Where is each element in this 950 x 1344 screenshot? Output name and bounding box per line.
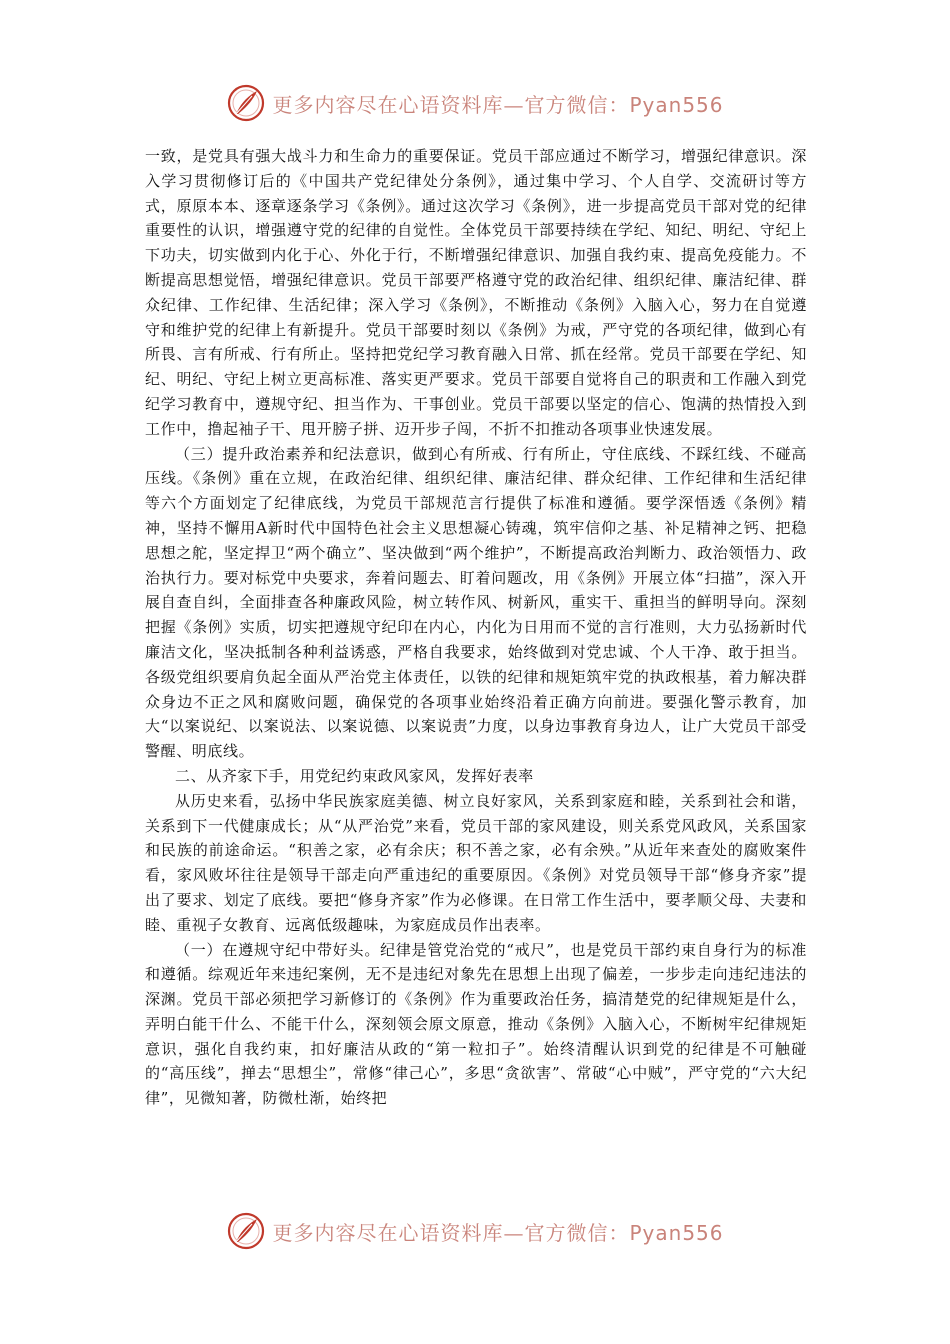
feather-pen-logo-icon [226,1211,266,1251]
paragraph-4: （一）在遵规守纪中带好头。纪律是管党治党的“戒尺”，也是党员干部约束自身行为的标准和遵循。综观近年来违纪案例，无不是违纪对象先在思想上出现了偏差，一步步走向违纪违法的深渊。党员干部必须把学习新修订的《条例》作为重要政治任务，搞清楚党的纪律规矩是什么，弄明白能干什么、不能干什么，深刻领会原文原意，推动《条例》入脑入心，不断树牢纪律规矩意识，强化自我约束，扣好廉洁从政的“第一粒扣子”。始终清醒认识到党的纪律是不可触碰的“高压线”，掸去“思想尘”，常修“律己心”，多思“贪欲害”、常破“心中贼”，严守党的“六大纪律”，见微知著，防微杜渐，始终把 [145,940,807,1108]
paragraph-3: 从历史来看，弘扬中华民族家庭美德、树立良好家风，关系到家庭和睦，关系到社会和谐，关系到下一代健康成长；从“从严治党”来看，党员干部的家风建设，则关系党风政风，关系国家和民族的前途命运。“积善之家，必有余庆；积不善之家，必有余殃。”从近年来查处的腐败案件看，家风败坏往往是领导干部走向严重违纪的重要原因。《条例》对党员领导干部“修身齐家”提出了要求、划定了底线。要把“修身齐家”作为必修课。在日常工作生活中，要孝顺父母、夫妻和睦、重视子女教育、远离低级趣味，为家庭成员作出表率。 [145,791,807,934]
footer-watermark-banner [0,1208,950,1254]
section-heading: 二、从齐家下手，用党纪约束政风家风，发挥好表率 [175,766,534,785]
document-body [145,144,807,1111]
header-watermark-banner [0,80,950,126]
watermark-text: 更多内容尽在心语资料库—官方微信：Pyan556 [272,1220,724,1245]
paragraph-2: （三）提升政治素养和纪法意识，做到心有所戒、行有所止，守住底线、不踩红线、不碰高压线。《条例》重在立规，在政治纪律、组织纪律、廉洁纪律、群众纪律、工作纪律和生活纪律等六个方面划定了纪律底线，为党员干部规范言行提供了标准和遵循。要学深悟透《条例》精神，坚持不懈用A新时代中国特色社会主义思想凝心铸魂，筑牢信仰之基、补足精神之钙、把稳思想之舵，坚定捍卫“两个确立”、坚决做到“两个维护”，不断提高政治判断力、政治领悟力、政治执行力。要对标党中央要求，奔着问题去、盯着问题改，用《条例》开展立体“扫描”，深入开展自查自纠，全面排查各种廉政风险，树立转作风、树新风，重实干、重担当的鲜明导向。深刻把握《条例》实质，切实把遵规守纪印在内心，内化为日用而不觉的言行准则，大力弘扬新时代廉洁文化，坚决抵制各种利益诱惑，严格自我要求，始终做到对党忠诚、个人干净、敢于担当。各级党组织要肩负起全面从严治党主体责任，以铁的纪律和规矩筑牢党的执政根基，着力解决群众身边不正之风和腐败问题，确保党的各项事业始终沿着正确方向前进。要强化警示教育，加大“以案说纪、以案说法、以案说德、以案说责”力度，以身边事教育身边人，让广大党员干部受警醒、明底线。 [145,444,807,761]
paragraph-1: 一致，是党具有强大战斗力和生命力的重要保证。党员干部应通过不断学习，增强纪律意识。深入学习贯彻修订后的《中国共产党纪律处分条例》，通过集中学习、个人自学、交流研讨等方式，原原本本、逐章逐条学习《条例》。通过这次学习《条例》，进一步提高党员干部对党的纪律重要性的认识，增强遵守党的纪律的自觉性。全体党员干部要持续在学纪、知纪、明纪、守纪上下功夫，切实做到内化于心、外化于行，不断增强纪律意识、加强自我约束、提高免疫能力。不断提高思想觉悟，增强纪律意识。党员干部要严格遵守党的政治纪律、组织纪律、廉洁纪律、群众纪律、工作纪律、生活纪律；深入学习《条例》，不断推动《条例》入脑入心，努力在自觉遵守和维护党的纪律上有新提升。党员干部要时刻以《条例》为戒，严守党的各项纪律，做到心有所畏、言有所戒、行有所止。坚持把党纪学习教育融入日常、抓在经常。党员干部要在学纪、知纪、明纪、守纪上树立更高标准、落实更严要求。党员干部要自觉将自己的职责和工作融入到党纪学习教育中，遵规守纪、担当作为、干事创业。党员干部要以坚定的信心、饱满的热情投入到工作中，撸起袖子干、甩开膀子拼、迈开步子闯，不折不扣推动各项事业快速发展。 [145,147,807,438]
feather-pen-logo-icon [226,83,266,123]
watermark-text: 更多内容尽在心语资料库—官方微信：Pyan556 [272,92,724,117]
